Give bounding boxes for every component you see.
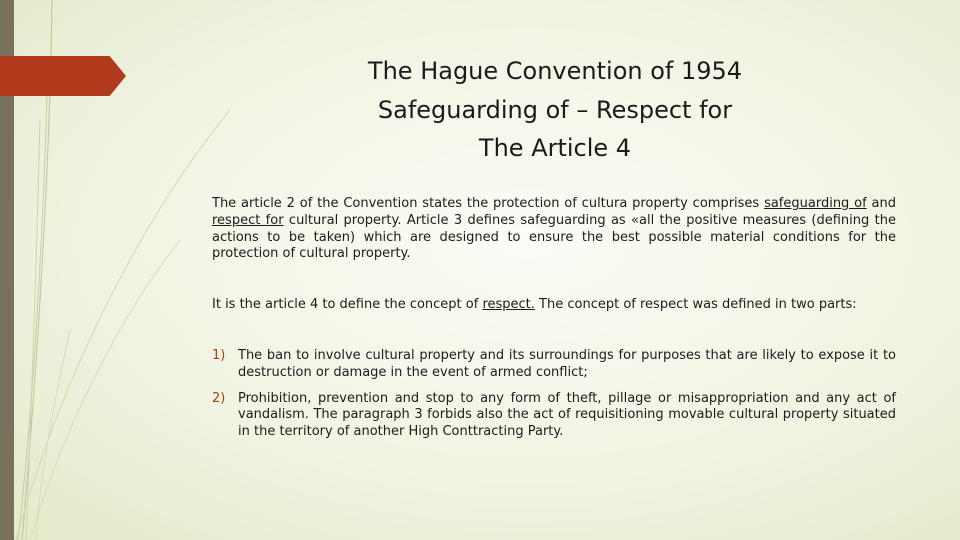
title-line-3: The Article 4 [478,134,632,162]
paragraph-text: The concept of respect was defined in two parts: [534,297,857,313]
paragraph-text: The article 2 of the Convention states the protection of cultura property comprises [212,196,765,211]
list-item [212,391,896,441]
list-number: 1) [212,347,226,363]
underlined-term-safeguarding: safeguarding of [764,196,867,211]
list-item-text: Prohibition, prevention and stop to any form of theft, pillage or misappropriation and any act of vandalism. The paragraph 3 forbids also the act of requisitioning movable cultural property situated in the territory of another High Conttracting Party. [238,390,896,440]
accent-arrow-shape [0,56,126,96]
list-item [212,348,896,382]
slide-title [300,52,810,168]
title-line-1: The Hague Convention of 1954 [367,57,743,85]
paragraph-article-2 [212,196,896,263]
title-line-2: Safeguarding of – Respect for [377,95,733,124]
underlined-term-respect: respect for [212,212,284,228]
respect-parts-list [212,348,896,441]
paragraph-article-4 [212,297,896,314]
paragraph-text: and [866,196,896,211]
paragraph-text: cultural property. Article 3 defines safeguarding as «all the positive measures (defining the actions to be taken) which are designed to ensure the best possible material conditions for the protection of cultural property. [212,212,896,262]
underlined-term-respect: respect. [482,297,535,313]
list-item-text: The ban to involve cultural property and its surroundings for purposes that are likely to expose it to destruction or damage in the event of armed conflict; [238,347,896,380]
list-number: 2) [212,390,226,406]
slide-body [212,196,896,441]
paragraph-text: It is the article 4 to define the concept of [212,297,483,313]
